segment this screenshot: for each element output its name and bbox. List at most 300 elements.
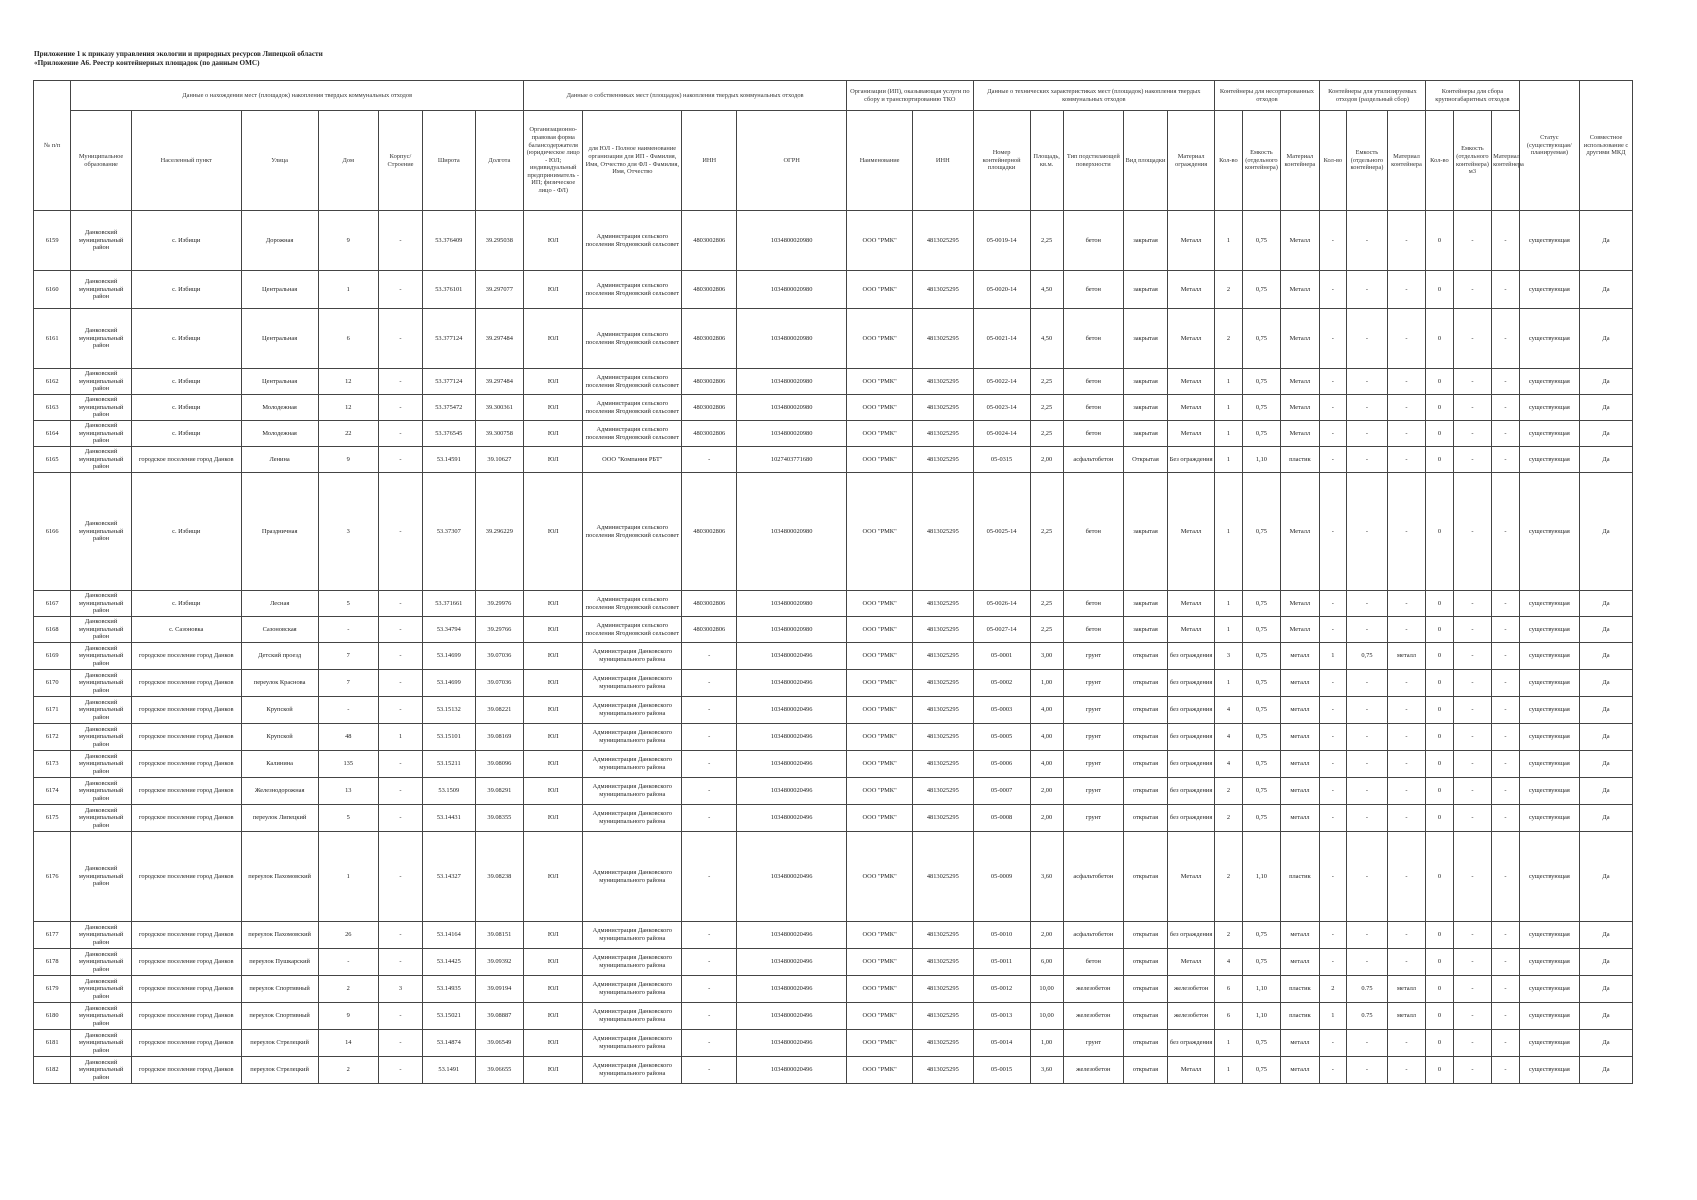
table-cell: 05-0019-14 <box>973 211 1030 271</box>
col-bulky-capacity: Емкость (отдельного контейнера) м3 <box>1453 111 1491 211</box>
table-cell: - <box>1387 309 1425 369</box>
table-cell: - <box>1387 617 1425 643</box>
table-cell: грунт <box>1063 697 1123 724</box>
table-cell: - <box>1453 949 1491 976</box>
table-cell: металл <box>1281 697 1319 724</box>
table-cell: - <box>682 724 737 751</box>
table-cell: - <box>1453 617 1491 643</box>
table-cell: переулок Краснова <box>241 670 318 697</box>
table-cell: - <box>1319 805 1346 832</box>
table-cell: Металл <box>1281 271 1319 309</box>
table-row <box>34 949 1633 976</box>
table-cell: ЮЛ <box>524 271 583 309</box>
table-cell: Администрация Данковского муниципального района <box>583 805 682 832</box>
table-cell: - <box>1453 395 1491 421</box>
table-cell: 1034800020496 <box>737 922 847 949</box>
table-cell: 53.14874 <box>422 1030 475 1057</box>
table-cell: бетон <box>1063 211 1123 271</box>
table-cell: - <box>318 697 378 724</box>
table-cell: 0 <box>1426 617 1453 643</box>
table-cell: - <box>1387 697 1425 724</box>
table-cell: существующая <box>1519 724 1579 751</box>
table-cell: открытая <box>1124 976 1168 1003</box>
table-cell: 13 <box>318 778 378 805</box>
table-cell: переулок Липецкий <box>241 805 318 832</box>
table-cell: Металл <box>1167 421 1214 447</box>
table-cell: бетон <box>1063 309 1123 369</box>
table-row <box>34 1003 1633 1030</box>
table-cell: - <box>1319 309 1346 369</box>
table-cell: 0,75 <box>1242 778 1280 805</box>
table-cell: Данковский муниципальный район <box>71 271 131 309</box>
col-site-no: Номер контейнерной площадки <box>973 111 1030 211</box>
table-cell: пластик <box>1281 1003 1319 1030</box>
table-cell: - <box>1319 395 1346 421</box>
table-cell: 0 <box>1426 473 1453 591</box>
table-cell: бетон <box>1063 473 1123 591</box>
table-header <box>34 81 1633 211</box>
table-cell: 5 <box>318 591 378 617</box>
table-cell: существующая <box>1519 922 1579 949</box>
table-cell: существующая <box>1519 591 1579 617</box>
table-cell: Металл <box>1281 617 1319 643</box>
table-cell: 53.14164 <box>422 922 475 949</box>
table-cell: ЮЛ <box>524 473 583 591</box>
table-cell: - <box>378 805 422 832</box>
table-cell: - <box>378 922 422 949</box>
table-cell: существующая <box>1519 473 1579 591</box>
table-cell: городское поселение город Данков <box>131 751 241 778</box>
table-cell: ООО "РМК" <box>847 724 913 751</box>
table-cell: Да <box>1580 751 1633 778</box>
table-cell: 0 <box>1426 421 1453 447</box>
table-cell: - <box>1387 211 1425 271</box>
table-cell: Металл <box>1281 369 1319 395</box>
table-cell: - <box>1347 395 1388 421</box>
table-cell: 0 <box>1426 643 1453 670</box>
table-cell: 1,10 <box>1242 447 1280 473</box>
table-cell: 48 <box>318 724 378 751</box>
table-cell: - <box>1319 751 1346 778</box>
table-cell: - <box>1453 421 1491 447</box>
col-area: Площадь, кв.м. <box>1030 111 1063 211</box>
col-bulky-qty: Кол-во <box>1426 111 1453 211</box>
table-cell: 53.15211 <box>422 751 475 778</box>
group-location: Данные о нахождении мест (площадок) накопления твердых коммунальных отходов <box>71 81 524 111</box>
table-cell: 0,75 <box>1242 617 1280 643</box>
table-cell: ЮЛ <box>524 1030 583 1057</box>
table-cell: городское поселение город Данков <box>131 1030 241 1057</box>
table-cell: 6160 <box>34 271 71 309</box>
table-cell: 6 <box>1215 976 1242 1003</box>
table-cell: 4,00 <box>1030 724 1063 751</box>
col-house: Дом <box>318 111 378 211</box>
table-cell: - <box>318 617 378 643</box>
table-cell: 12 <box>318 369 378 395</box>
table-cell: ЮЛ <box>524 976 583 1003</box>
table-cell: без ограждения <box>1167 1030 1214 1057</box>
table-cell: Металл <box>1167 832 1214 922</box>
table-cell: Администрация Данковского муниципального района <box>583 778 682 805</box>
table-cell: 0 <box>1426 591 1453 617</box>
table-cell: бетон <box>1063 395 1123 421</box>
table-cell: Администрация сельского поселения Ягодновский сельсовет <box>583 211 682 271</box>
table-cell: 53.14431 <box>422 805 475 832</box>
table-cell: - <box>1492 1057 1519 1084</box>
table-cell: - <box>1319 670 1346 697</box>
table-cell: 05-0023-14 <box>973 395 1030 421</box>
table-cell: 4,50 <box>1030 271 1063 309</box>
table-cell: Данковский муниципальный район <box>71 591 131 617</box>
table-cell: 6164 <box>34 421 71 447</box>
table-cell: - <box>378 369 422 395</box>
table-cell: с. Избищи <box>131 309 241 369</box>
table-cell: городское поселение город Данков <box>131 643 241 670</box>
group-recycle: Контейнеры для утилизируемых отходов (раздельный сбор) <box>1319 81 1426 111</box>
table-cell: грунт <box>1063 670 1123 697</box>
table-cell: закрытая <box>1124 591 1168 617</box>
table-cell: ООО "РМК" <box>847 1030 913 1057</box>
table-cell: металл <box>1281 1030 1319 1057</box>
table-cell: 6172 <box>34 724 71 751</box>
table-cell: - <box>378 421 422 447</box>
table-cell: - <box>1387 832 1425 922</box>
table-cell: Данковский муниципальный район <box>71 309 131 369</box>
table-cell: - <box>682 447 737 473</box>
col-org-inn: ИНН <box>913 111 973 211</box>
table-cell: - <box>1492 473 1519 591</box>
table-cell: ООО "РМК" <box>847 832 913 922</box>
table-cell: 4813025295 <box>913 473 973 591</box>
table-cell: с. Избищи <box>131 369 241 395</box>
table-cell: - <box>1347 309 1388 369</box>
table-cell: 4813025295 <box>913 447 973 473</box>
table-cell: железобетон <box>1063 1057 1123 1084</box>
table-cell: - <box>1453 1003 1491 1030</box>
table-cell: - <box>682 922 737 949</box>
table-cell: пластик <box>1281 832 1319 922</box>
table-cell: 4813025295 <box>913 369 973 395</box>
table-cell: - <box>1453 805 1491 832</box>
table-cell: Да <box>1580 447 1633 473</box>
table-cell: 6182 <box>34 1057 71 1084</box>
table-cell: 0,75 <box>1242 211 1280 271</box>
table-cell: переулок Пахомовский <box>241 922 318 949</box>
col-inn: ИНН <box>682 111 737 211</box>
table-cell: - <box>378 617 422 643</box>
title-line-2: «Приложение А6. Реестр контейнерных площадок (по данным ОМС) <box>34 59 260 67</box>
table-cell: 0 <box>1426 697 1453 724</box>
table-cell: 1 <box>1215 369 1242 395</box>
table-cell: 1 <box>378 724 422 751</box>
table-cell: 53.377124 <box>422 369 475 395</box>
table-cell: - <box>1387 949 1425 976</box>
table-cell: металл <box>1281 724 1319 751</box>
table-cell: 1034800020496 <box>737 976 847 1003</box>
table-cell: открытая <box>1124 832 1168 922</box>
table-cell: 4813025295 <box>913 617 973 643</box>
table-cell: существующая <box>1519 778 1579 805</box>
table-cell: с. Избищи <box>131 211 241 271</box>
table-cell: 2 <box>318 1057 378 1084</box>
table-cell: с. Сазоновка <box>131 617 241 643</box>
table-cell: 22 <box>318 421 378 447</box>
table-cell: 2,25 <box>1030 369 1063 395</box>
table-cell: городское поселение город Данков <box>131 1057 241 1084</box>
table-cell: Молодежная <box>241 395 318 421</box>
table-cell: 53.376545 <box>422 421 475 447</box>
table-cell: 1034800020496 <box>737 724 847 751</box>
table-cell: металл <box>1387 643 1425 670</box>
table-cell: Администрация сельского поселения Ягодновский сельсовет <box>583 591 682 617</box>
table-cell: - <box>1347 421 1388 447</box>
table-cell: Металл <box>1167 1057 1214 1084</box>
table-cell: - <box>1492 309 1519 369</box>
table-cell: закрытая <box>1124 395 1168 421</box>
table-cell: 10,00 <box>1030 1003 1063 1030</box>
table-cell: 3,60 <box>1030 1057 1063 1084</box>
table-cell: 0,75 <box>1242 1030 1280 1057</box>
table-cell: - <box>1492 591 1519 617</box>
col-lon: Долгота <box>475 111 523 211</box>
table-cell: Металл <box>1281 421 1319 447</box>
table-cell: 0 <box>1426 670 1453 697</box>
table-cell: пластик <box>1281 976 1319 1003</box>
col-org-name: Наименование <box>847 111 913 211</box>
table-cell: открытая <box>1124 949 1168 976</box>
table-cell: ООО "РМК" <box>847 617 913 643</box>
table-cell: асфальтобетон <box>1063 922 1123 949</box>
table-cell: 2,00 <box>1030 778 1063 805</box>
table-cell: Администрация сельского поселения Ягодновский сельсовет <box>583 271 682 309</box>
table-cell: - <box>1387 421 1425 447</box>
table-cell: 0 <box>1426 949 1453 976</box>
table-cell: 1 <box>1215 421 1242 447</box>
table-cell: 4813025295 <box>913 1003 973 1030</box>
table-cell: - <box>1453 1057 1491 1084</box>
table-row <box>34 473 1633 591</box>
table-cell: ЮЛ <box>524 643 583 670</box>
table-cell: открытая <box>1124 697 1168 724</box>
table-cell: городское поселение город Данков <box>131 670 241 697</box>
table-cell: ЮЛ <box>524 778 583 805</box>
table-cell: ЮЛ <box>524 309 583 369</box>
table-cell: 2,00 <box>1030 922 1063 949</box>
table-cell: Администрация Данковского муниципального района <box>583 976 682 1003</box>
table-cell: Металл <box>1281 395 1319 421</box>
table-cell: 1 <box>1215 473 1242 591</box>
table-cell: 7 <box>318 670 378 697</box>
table-cell: - <box>378 447 422 473</box>
table-cell: Да <box>1580 369 1633 395</box>
col-ogrn: ОГРН <box>737 111 847 211</box>
table-cell: ООО "РМК" <box>847 778 913 805</box>
table-cell: 6169 <box>34 643 71 670</box>
table-cell: Администрация сельского поселения Ягодновский сельсовет <box>583 473 682 591</box>
table-cell: 1034800020496 <box>737 670 847 697</box>
table-cell: 135 <box>318 751 378 778</box>
table-cell: Калинина <box>241 751 318 778</box>
table-cell: 6178 <box>34 949 71 976</box>
table-cell: металл <box>1281 670 1319 697</box>
table-cell: Центральная <box>241 369 318 395</box>
table-cell: 05-0009 <box>973 832 1030 922</box>
table-cell: - <box>1319 211 1346 271</box>
table-cell: ЮЛ <box>524 949 583 976</box>
table-cell: - <box>378 778 422 805</box>
table-cell: - <box>378 395 422 421</box>
table-cell: грунт <box>1063 778 1123 805</box>
table-cell: Металл <box>1167 949 1214 976</box>
table-cell: 6,00 <box>1030 949 1063 976</box>
table-cell: 14 <box>318 1030 378 1057</box>
table-cell: 53.14935 <box>422 976 475 1003</box>
table-cell: 39.08291 <box>475 778 523 805</box>
table-cell: 4803002806 <box>682 369 737 395</box>
table-cell: существующая <box>1519 949 1579 976</box>
table-cell: металл <box>1387 1003 1425 1030</box>
table-cell: без ограждения <box>1167 697 1214 724</box>
table-cell: открытая <box>1124 751 1168 778</box>
table-cell: 53.14591 <box>422 447 475 473</box>
table-cell: городское поселение город Данков <box>131 447 241 473</box>
table-cell: Да <box>1580 1003 1633 1030</box>
col-owner-name: для ЮЛ - Полное наименование организации для ИП - Фамилия, Имя, Отчество для ФЛ - Фамилия, Имя, Отчество <box>583 111 682 211</box>
table-cell: 4813025295 <box>913 643 973 670</box>
table-cell: ЮЛ <box>524 617 583 643</box>
table-cell: 6175 <box>34 805 71 832</box>
table-cell: 4813025295 <box>913 724 973 751</box>
table-cell: - <box>1319 697 1346 724</box>
table-cell: существующая <box>1519 421 1579 447</box>
table-cell: - <box>682 832 737 922</box>
table-cell: 4803002806 <box>682 617 737 643</box>
table-cell: ЮЛ <box>524 369 583 395</box>
table-cell: - <box>378 697 422 724</box>
table-cell: 4803002806 <box>682 421 737 447</box>
table-cell: 39.08221 <box>475 697 523 724</box>
table-cell: железобетон <box>1167 976 1214 1003</box>
table-cell: 1034800020980 <box>737 369 847 395</box>
table-cell: открытая <box>1124 724 1168 751</box>
table-cell: 4813025295 <box>913 778 973 805</box>
table-cell: 0,75 <box>1242 670 1280 697</box>
table-cell: 4813025295 <box>913 1030 973 1057</box>
table-cell: - <box>1387 778 1425 805</box>
table-cell: ЮЛ <box>524 670 583 697</box>
table-cell: 2 <box>1215 309 1242 369</box>
col-bulky-material: Материал контейнера <box>1492 111 1519 211</box>
table-cell: 4,00 <box>1030 751 1063 778</box>
table-cell: городское поселение город Данков <box>131 805 241 832</box>
table-cell: - <box>1387 271 1425 309</box>
table-cell: - <box>1492 724 1519 751</box>
table-cell: открытая <box>1124 1057 1168 1084</box>
table-cell: 1,10 <box>1242 1003 1280 1030</box>
table-cell: 4803002806 <box>682 591 737 617</box>
table-cell: Да <box>1580 421 1633 447</box>
table-cell: - <box>1453 447 1491 473</box>
table-cell: Данковский муниципальный район <box>71 643 131 670</box>
table-cell: - <box>1453 751 1491 778</box>
table-cell: 4813025295 <box>913 922 973 949</box>
table-cell: Дорожная <box>241 211 318 271</box>
table-cell: 53.15101 <box>422 724 475 751</box>
table-cell: 4813025295 <box>913 591 973 617</box>
table-cell: городское поселение город Данков <box>131 724 241 751</box>
table-cell: открытая <box>1124 778 1168 805</box>
table-cell: - <box>1492 1030 1519 1057</box>
table-cell: 26 <box>318 922 378 949</box>
table-cell: ООО "РМК" <box>847 447 913 473</box>
table-cell: - <box>1347 724 1388 751</box>
table-cell: 1034800020980 <box>737 473 847 591</box>
table-cell: 0 <box>1426 369 1453 395</box>
table-cell: 05-0315 <box>973 447 1030 473</box>
table-cell: Администрация сельского поселения Ягодновский сельсовет <box>583 421 682 447</box>
col-site-type: Вид площадки <box>1124 111 1168 211</box>
table-cell: - <box>682 643 737 670</box>
table-cell: - <box>1319 724 1346 751</box>
table-cell: - <box>378 832 422 922</box>
table-row <box>34 976 1633 1003</box>
table-cell: металл <box>1281 751 1319 778</box>
table-cell: 0,75 <box>1242 949 1280 976</box>
table-cell: 6162 <box>34 369 71 395</box>
table-cell: ЮЛ <box>524 421 583 447</box>
table-cell: 0 <box>1426 309 1453 369</box>
table-cell: 1034800020496 <box>737 1030 847 1057</box>
table-cell: 6 <box>1215 1003 1242 1030</box>
table-cell: 4813025295 <box>913 751 973 778</box>
table-cell: Администрация Данковского муниципального района <box>583 643 682 670</box>
table-cell: Металл <box>1281 473 1319 591</box>
table-cell: 2,00 <box>1030 447 1063 473</box>
table-cell: - <box>1347 447 1388 473</box>
table-cell: закрытая <box>1124 421 1168 447</box>
table-cell: 0 <box>1426 922 1453 949</box>
table-cell: 6163 <box>34 395 71 421</box>
table-cell: Данковский муниципальный район <box>71 670 131 697</box>
table-cell: Администрация Данковского муниципального района <box>583 697 682 724</box>
table-cell: грунт <box>1063 751 1123 778</box>
table-cell: открытая <box>1124 643 1168 670</box>
table-cell: существующая <box>1519 832 1579 922</box>
table-cell: Данковский муниципальный район <box>71 1003 131 1030</box>
table-cell: Да <box>1580 271 1633 309</box>
table-cell: ЮЛ <box>524 447 583 473</box>
register-table <box>33 80 1633 1084</box>
table-cell: - <box>378 1003 422 1030</box>
table-cell: 0 <box>1426 271 1453 309</box>
table-cell: 53.15132 <box>422 697 475 724</box>
table-row <box>34 1057 1633 1084</box>
table-cell: 05-0002 <box>973 670 1030 697</box>
table-cell: 0 <box>1426 1030 1453 1057</box>
table-cell: - <box>1492 271 1519 309</box>
table-cell: городское поселение город Данков <box>131 922 241 949</box>
table-cell: Металл <box>1281 211 1319 271</box>
table-cell: - <box>1453 724 1491 751</box>
table-cell: 05-0001 <box>973 643 1030 670</box>
table-cell: 53.14425 <box>422 949 475 976</box>
table-cell: Данковский муниципальный район <box>71 949 131 976</box>
table-row <box>34 643 1633 670</box>
table-cell: 2 <box>318 976 378 1003</box>
table-cell: 53.1491 <box>422 1057 475 1084</box>
table-cell: - <box>1319 1030 1346 1057</box>
table-cell: - <box>1347 697 1388 724</box>
